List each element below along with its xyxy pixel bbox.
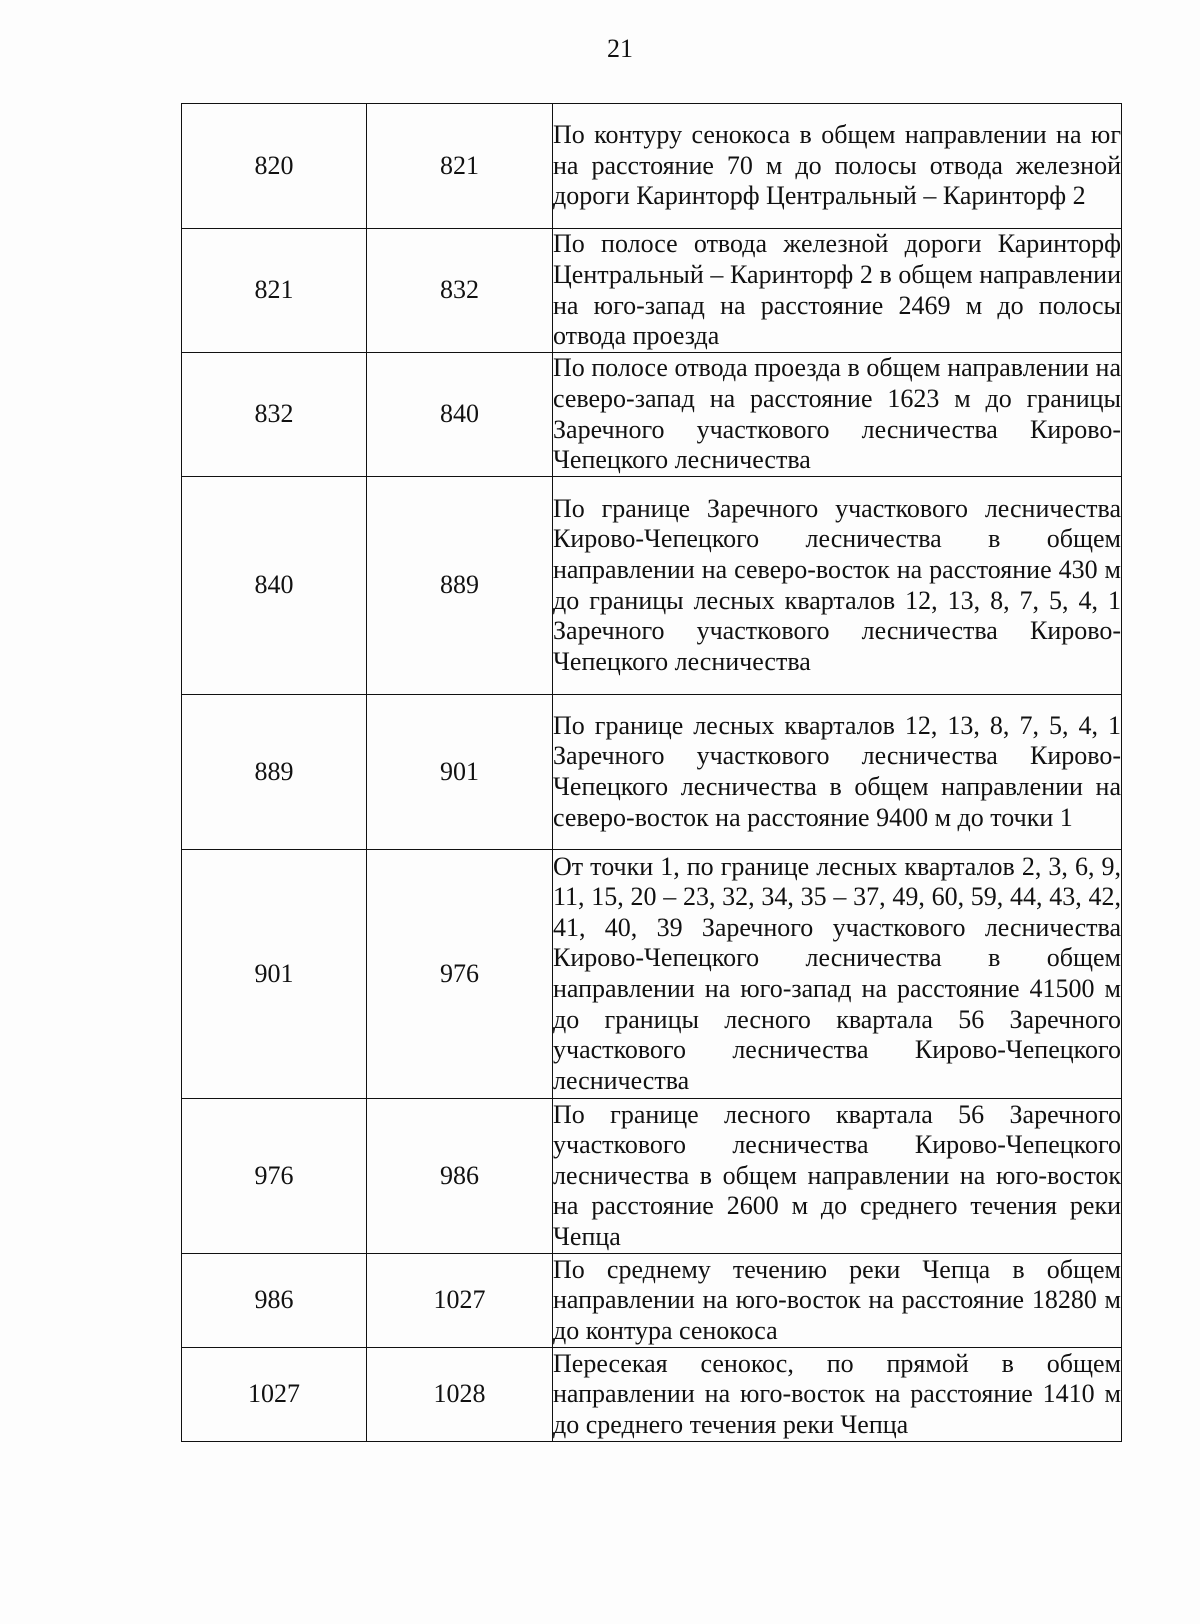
from-point: 821 xyxy=(182,229,367,353)
to-point: 976 xyxy=(367,850,553,1099)
to-point: 889 xyxy=(367,477,553,695)
from-point: 976 xyxy=(182,1099,367,1254)
segment-description: Пересекая сенокос, по прямой в общем направлении на юго-восток на расстояние 1410 м до среднего течения реки Чепца xyxy=(553,1348,1122,1442)
to-point: 986 xyxy=(367,1099,553,1254)
from-point: 820 xyxy=(182,104,367,229)
to-point: 1027 xyxy=(367,1254,553,1348)
segment-description: По границе лесных кварталов 12, 13, 8, 7, 5, 4, 1 Заречного участкового лесничества Кирово-Чепецкого лесничества в общем направлении на северо-восток на расстояние 9400 м до точки 1 xyxy=(553,695,1122,850)
segment-description: От точки 1, по границе лесных кварталов 2, 3, 6, 9, 11, 15, 20 – 23, 32, 34, 35 – 37, 49, 60, 59, 44, 43, 42, 41, 40, 39 Заречного участкового лесничества Кирово-Чепецкого лесничества в общем направлении на юго-запад на расстояние 41500 м до границы лесного квартала 56 Заречного участкового лесничества Кирово-Чепецкого лесничества xyxy=(553,850,1122,1099)
from-point: 840 xyxy=(182,477,367,695)
table-row xyxy=(182,850,1122,1099)
table-row xyxy=(182,1348,1122,1442)
to-point: 901 xyxy=(367,695,553,850)
to-point: 840 xyxy=(367,353,553,477)
table-row xyxy=(182,695,1122,850)
from-point: 832 xyxy=(182,353,367,477)
segment-description: По границе Заречного участкового лесничества Кирово-Чепецкого лесничества в общем направлении на северо-восток на расстояние 430 м до границы лесных кварталов 12, 13, 8, 7, 5, 4, 1 Заречного участкового лесничества Кирово-Чепецкого лесничества xyxy=(553,477,1122,695)
from-point: 889 xyxy=(182,695,367,850)
segment-description: По полосе отвода железной дороги Каринторф Центральный – Каринторф 2 в общем направлении на юго-запад на расстояние 2469 м до полосы отвода проезда xyxy=(553,229,1122,353)
table-row xyxy=(182,477,1122,695)
table-row xyxy=(182,353,1122,477)
to-point: 1028 xyxy=(367,1348,553,1442)
from-point: 901 xyxy=(182,850,367,1099)
table-row xyxy=(182,1254,1122,1348)
boundary-table xyxy=(181,103,1122,1442)
segment-description: По контуру сенокоса в общем направлении на юг на расстояние 70 м до полосы отвода железной дороги Каринторф Центральный – Каринторф 2 xyxy=(553,104,1122,229)
from-point: 1027 xyxy=(182,1348,367,1442)
segment-description: По границе лесного квартала 56 Заречного участкового лесничества Кирово-Чепецкого лесничества в общем направлении на юго-восток на расстояние 2600 м до среднего течения реки Чепца xyxy=(553,1099,1122,1254)
table-row xyxy=(182,229,1122,353)
segment-description: По полосе отвода проезда в общем направлении на северо-запад на расстояние 1623 м до границы Заречного участкового лесничества Кирово-Чепецкого лесничества xyxy=(553,353,1122,477)
segment-description: По среднему течению реки Чепца в общем направлении на юго-восток на расстояние 18280 м до контура сенокоса xyxy=(553,1254,1122,1348)
to-point: 832 xyxy=(367,229,553,353)
table-row xyxy=(182,104,1122,229)
from-point: 986 xyxy=(182,1254,367,1348)
page-number: 21 xyxy=(607,34,633,63)
to-point: 821 xyxy=(367,104,553,229)
table-row xyxy=(182,1099,1122,1254)
